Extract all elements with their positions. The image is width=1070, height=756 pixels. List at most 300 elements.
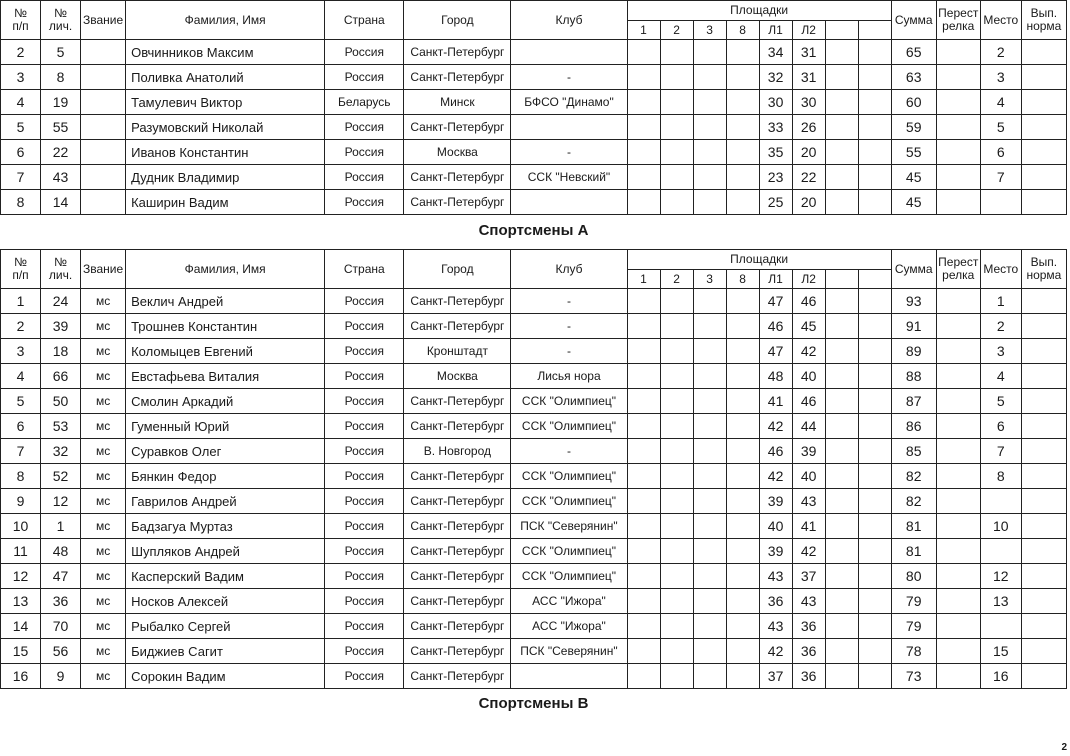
cell-norm xyxy=(1021,389,1066,414)
cell-licence-number: 70 xyxy=(41,614,81,639)
cell-place: 2 xyxy=(980,314,1021,339)
cell-venue-score: 25 xyxy=(759,190,792,215)
cell-shootoff xyxy=(936,364,980,389)
table-row xyxy=(1,339,1067,364)
cell-venue-score xyxy=(627,439,660,464)
cell-venue-score xyxy=(858,364,891,389)
cell-venue-score xyxy=(660,514,693,539)
cell-country: Россия xyxy=(325,289,404,314)
header-norm: Вып. норма xyxy=(1021,1,1066,40)
cell-club: АСС "Ижора" xyxy=(511,614,627,639)
cell-venue-score: 43 xyxy=(792,589,825,614)
table-row xyxy=(1,165,1067,190)
cell-place xyxy=(980,190,1021,215)
cell-rank: мс xyxy=(81,614,126,639)
cell-rank xyxy=(81,140,126,165)
cell-venue-score xyxy=(660,190,693,215)
cell-row-number: 6 xyxy=(1,140,41,165)
table-row xyxy=(1,40,1067,65)
cell-norm xyxy=(1021,314,1066,339)
cell-norm xyxy=(1021,115,1066,140)
cell-venue-score xyxy=(660,339,693,364)
cell-venue-score xyxy=(825,40,858,65)
cell-venue-score xyxy=(660,489,693,514)
cell-venue-score xyxy=(627,614,660,639)
header-country: Страна xyxy=(325,1,404,40)
results-table-group-a xyxy=(0,0,1067,215)
cell-sum: 88 xyxy=(891,364,936,389)
cell-city: Санкт-Петербург xyxy=(404,464,511,489)
cell-venue-score xyxy=(825,539,858,564)
cell-club: - xyxy=(511,314,627,339)
cell-venue-score xyxy=(726,614,759,639)
cell-city: Санкт-Петербург xyxy=(404,65,511,90)
header-venues: Площадки xyxy=(627,1,891,21)
cell-venue-score xyxy=(660,539,693,564)
header-venue-col: 3 xyxy=(693,270,726,289)
cell-venue-score xyxy=(858,40,891,65)
cell-venue-score xyxy=(693,190,726,215)
cell-city: Санкт-Петербург xyxy=(404,165,511,190)
cell-country: Россия xyxy=(325,664,404,689)
cell-venue-score xyxy=(693,439,726,464)
cell-shootoff xyxy=(936,90,980,115)
cell-venue-score xyxy=(858,439,891,464)
cell-name: Веклич Андрей xyxy=(126,289,325,314)
cell-venue-score xyxy=(627,464,660,489)
cell-venue-score xyxy=(726,514,759,539)
cell-venue-score xyxy=(726,464,759,489)
cell-venue-score xyxy=(726,190,759,215)
cell-sum: 55 xyxy=(891,140,936,165)
cell-venue-score: 32 xyxy=(759,65,792,90)
cell-club xyxy=(511,190,627,215)
table-row xyxy=(1,439,1067,464)
cell-name: Гаврилов Андрей xyxy=(126,489,325,514)
cell-place: 5 xyxy=(980,115,1021,140)
cell-club: - xyxy=(511,65,627,90)
cell-licence-number: 50 xyxy=(41,389,81,414)
cell-sum: 82 xyxy=(891,464,936,489)
cell-licence-number: 47 xyxy=(41,564,81,589)
cell-venue-score: 40 xyxy=(759,514,792,539)
cell-venue-score: 47 xyxy=(759,289,792,314)
cell-venue-score xyxy=(858,289,891,314)
cell-rank xyxy=(81,190,126,215)
cell-venue-score xyxy=(858,614,891,639)
cell-venue-score xyxy=(693,40,726,65)
cell-licence-number: 9 xyxy=(41,664,81,689)
cell-rank: мс xyxy=(81,539,126,564)
cell-place: 15 xyxy=(980,639,1021,664)
cell-venue-score xyxy=(726,314,759,339)
header-shootoff: Перест релка xyxy=(936,250,980,289)
cell-venue-score: 40 xyxy=(792,464,825,489)
cell-sum: 81 xyxy=(891,539,936,564)
cell-venue-score: 26 xyxy=(792,115,825,140)
cell-venue-score: 36 xyxy=(759,589,792,614)
table-header xyxy=(1,1,1067,40)
cell-city: Санкт-Петербург xyxy=(404,539,511,564)
cell-club xyxy=(511,664,627,689)
cell-venue-score xyxy=(660,639,693,664)
cell-norm xyxy=(1021,90,1066,115)
cell-licence-number: 55 xyxy=(41,115,81,140)
cell-venue-score xyxy=(825,165,858,190)
cell-venue-score xyxy=(693,589,726,614)
cell-venue-score xyxy=(825,464,858,489)
cell-venue-score: 36 xyxy=(792,664,825,689)
cell-licence-number: 36 xyxy=(41,589,81,614)
cell-licence-number: 56 xyxy=(41,639,81,664)
header-row-number: № п/п xyxy=(1,250,41,289)
cell-rank xyxy=(81,115,126,140)
cell-country: Россия xyxy=(325,40,404,65)
cell-licence-number: 12 xyxy=(41,489,81,514)
cell-venue-score: 47 xyxy=(759,339,792,364)
cell-place: 7 xyxy=(980,165,1021,190)
cell-sum: 60 xyxy=(891,90,936,115)
cell-shootoff xyxy=(936,614,980,639)
cell-venue-score xyxy=(726,339,759,364)
cell-city: Санкт-Петербург xyxy=(404,514,511,539)
cell-row-number: 8 xyxy=(1,190,41,215)
cell-licence-number: 5 xyxy=(41,40,81,65)
cell-venue-score xyxy=(660,364,693,389)
cell-name: Бадзагуа Муртаз xyxy=(126,514,325,539)
cell-rank: мс xyxy=(81,564,126,589)
page-number: 2 xyxy=(1061,742,1067,753)
cell-city: Санкт-Петербург xyxy=(404,190,511,215)
cell-club xyxy=(511,115,627,140)
cell-shootoff xyxy=(936,190,980,215)
cell-licence-number: 8 xyxy=(41,65,81,90)
cell-city: Санкт-Петербург xyxy=(404,589,511,614)
cell-country: Россия xyxy=(325,489,404,514)
header-venue-col: Л2 xyxy=(792,270,825,289)
cell-place: 3 xyxy=(980,65,1021,90)
cell-rank: мс xyxy=(81,514,126,539)
cell-venue-score: 36 xyxy=(792,614,825,639)
cell-sum: 65 xyxy=(891,40,936,65)
cell-rank xyxy=(81,165,126,190)
cell-club: ССК "Олимпиец" xyxy=(511,464,627,489)
cell-row-number: 5 xyxy=(1,389,41,414)
cell-rank: мс xyxy=(81,439,126,464)
cell-venue-score xyxy=(627,389,660,414)
cell-venue-score xyxy=(858,464,891,489)
cell-country: Россия xyxy=(325,589,404,614)
header-row xyxy=(1,250,1067,270)
table-row xyxy=(1,639,1067,664)
table-header xyxy=(1,250,1067,289)
cell-country: Россия xyxy=(325,389,404,414)
cell-venue-score xyxy=(660,564,693,589)
cell-country: Россия xyxy=(325,339,404,364)
cell-venue-score xyxy=(825,514,858,539)
header-city: Город xyxy=(404,250,511,289)
cell-club: - xyxy=(511,140,627,165)
cell-shootoff xyxy=(936,389,980,414)
cell-venue-score xyxy=(660,414,693,439)
cell-sum: 87 xyxy=(891,389,936,414)
header-rank: Звание xyxy=(81,250,126,289)
cell-venue-score xyxy=(825,289,858,314)
header-venue-col xyxy=(825,270,858,289)
cell-club: АСС "Ижора" xyxy=(511,589,627,614)
cell-sum: 59 xyxy=(891,115,936,140)
cell-shootoff xyxy=(936,589,980,614)
cell-norm xyxy=(1021,140,1066,165)
cell-rank: мс xyxy=(81,339,126,364)
cell-rank: мс xyxy=(81,289,126,314)
cell-row-number: 7 xyxy=(1,165,41,190)
cell-licence-number: 18 xyxy=(41,339,81,364)
cell-venue-score xyxy=(726,40,759,65)
cell-club: - xyxy=(511,289,627,314)
cell-club: ПСК "Северянин" xyxy=(511,514,627,539)
cell-venue-score xyxy=(825,314,858,339)
group-title-a: Спортсмены А xyxy=(478,222,589,239)
cell-venue-score xyxy=(858,514,891,539)
cell-name: Поливка Анатолий xyxy=(126,65,325,90)
cell-place: 4 xyxy=(980,364,1021,389)
group-title-b: Спортсмены В xyxy=(478,695,589,712)
cell-venue-score xyxy=(627,115,660,140)
cell-venue-score xyxy=(858,190,891,215)
table-row xyxy=(1,564,1067,589)
cell-venue-score xyxy=(627,90,660,115)
header-name: Фамилия, Имя xyxy=(126,1,325,40)
header-venue-col: 2 xyxy=(660,270,693,289)
cell-shootoff xyxy=(936,514,980,539)
cell-venue-score: 46 xyxy=(759,439,792,464)
cell-venue-score xyxy=(825,439,858,464)
cell-name: Сорокин Вадим xyxy=(126,664,325,689)
cell-venue-score: 22 xyxy=(792,165,825,190)
header-row-number: № п/п xyxy=(1,1,41,40)
cell-venue-score xyxy=(858,165,891,190)
cell-norm xyxy=(1021,639,1066,664)
cell-place: 3 xyxy=(980,339,1021,364)
cell-norm xyxy=(1021,464,1066,489)
cell-licence-number: 43 xyxy=(41,165,81,190)
cell-venue-score xyxy=(627,414,660,439)
header-shootoff: Перест релка xyxy=(936,1,980,40)
table-row xyxy=(1,90,1067,115)
cell-city: Санкт-Петербург xyxy=(404,564,511,589)
cell-rank: мс xyxy=(81,489,126,514)
cell-venue-score xyxy=(660,614,693,639)
cell-norm xyxy=(1021,614,1066,639)
cell-licence-number: 53 xyxy=(41,414,81,439)
cell-venue-score xyxy=(693,115,726,140)
cell-place: 10 xyxy=(980,514,1021,539)
cell-club: - xyxy=(511,439,627,464)
cell-norm xyxy=(1021,539,1066,564)
cell-country: Россия xyxy=(325,564,404,589)
cell-venue-score: 34 xyxy=(759,40,792,65)
cell-venue-score: 39 xyxy=(792,439,825,464)
cell-norm xyxy=(1021,40,1066,65)
cell-venue-score xyxy=(627,289,660,314)
cell-venue-score xyxy=(858,90,891,115)
cell-licence-number: 24 xyxy=(41,289,81,314)
cell-venue-score xyxy=(627,314,660,339)
cell-venue-score xyxy=(693,314,726,339)
header-club: Клуб xyxy=(511,250,627,289)
cell-venue-score xyxy=(627,539,660,564)
cell-rank xyxy=(81,40,126,65)
cell-row-number: 1 xyxy=(1,289,41,314)
cell-venue-score: 40 xyxy=(792,364,825,389)
cell-venue-score xyxy=(858,140,891,165)
header-rank: Звание xyxy=(81,1,126,40)
cell-venue-score xyxy=(693,339,726,364)
cell-venue-score: 46 xyxy=(792,289,825,314)
cell-venue-score: 23 xyxy=(759,165,792,190)
cell-norm xyxy=(1021,439,1066,464)
cell-venue-score xyxy=(858,65,891,90)
cell-row-number: 11 xyxy=(1,539,41,564)
cell-place: 8 xyxy=(980,464,1021,489)
cell-country: Россия xyxy=(325,464,404,489)
cell-city: Санкт-Петербург xyxy=(404,489,511,514)
table-row xyxy=(1,364,1067,389)
cell-shootoff xyxy=(936,439,980,464)
cell-club: БФСО "Динамо" xyxy=(511,90,627,115)
cell-venue-score xyxy=(858,389,891,414)
cell-venue-score xyxy=(660,40,693,65)
cell-name: Разумовский Николай xyxy=(126,115,325,140)
cell-venue-score xyxy=(627,165,660,190)
cell-sum: 80 xyxy=(891,564,936,589)
cell-sum: 81 xyxy=(891,514,936,539)
cell-name: Овчинников Максим xyxy=(126,40,325,65)
table-row xyxy=(1,140,1067,165)
table-row xyxy=(1,389,1067,414)
cell-venue-score xyxy=(726,140,759,165)
cell-venue-score xyxy=(693,165,726,190)
header-club: Клуб xyxy=(511,1,627,40)
cell-norm xyxy=(1021,65,1066,90)
cell-country: Россия xyxy=(325,190,404,215)
cell-venue-score: 20 xyxy=(792,190,825,215)
cell-city: Санкт-Петербург xyxy=(404,115,511,140)
cell-club: ССК "Олимпиец" xyxy=(511,539,627,564)
cell-country: Россия xyxy=(325,65,404,90)
cell-venue-score: 42 xyxy=(759,464,792,489)
header-venue-col: 1 xyxy=(627,270,660,289)
cell-venue-score: 37 xyxy=(759,664,792,689)
cell-row-number: 3 xyxy=(1,65,41,90)
cell-licence-number: 19 xyxy=(41,90,81,115)
cell-sum: 79 xyxy=(891,589,936,614)
cell-licence-number: 14 xyxy=(41,190,81,215)
cell-country: Беларусь xyxy=(325,90,404,115)
cell-norm xyxy=(1021,165,1066,190)
table-row xyxy=(1,539,1067,564)
cell-venue-score xyxy=(726,664,759,689)
cell-venue-score xyxy=(858,339,891,364)
cell-club: ССК "Олимпиец" xyxy=(511,564,627,589)
cell-rank: мс xyxy=(81,414,126,439)
cell-name: Иванов Константин xyxy=(126,140,325,165)
cell-row-number: 9 xyxy=(1,489,41,514)
cell-name: Рыбалко Сергей xyxy=(126,614,325,639)
cell-row-number: 13 xyxy=(1,589,41,614)
cell-venue-score xyxy=(825,589,858,614)
cell-venue-score xyxy=(693,614,726,639)
cell-venue-score xyxy=(858,489,891,514)
cell-row-number: 6 xyxy=(1,414,41,439)
cell-venue-score xyxy=(858,115,891,140)
cell-norm xyxy=(1021,190,1066,215)
cell-venue-score xyxy=(693,464,726,489)
cell-venue-score xyxy=(693,65,726,90)
cell-city: Минск xyxy=(404,90,511,115)
cell-venue-score: 20 xyxy=(792,140,825,165)
cell-name: Бянкин Федор xyxy=(126,464,325,489)
cell-club: ССК "Невский" xyxy=(511,165,627,190)
cell-venue-score xyxy=(627,664,660,689)
cell-city: Москва xyxy=(404,364,511,389)
cell-place xyxy=(980,614,1021,639)
cell-club xyxy=(511,40,627,65)
cell-licence-number: 48 xyxy=(41,539,81,564)
header-country: Страна xyxy=(325,250,404,289)
cell-row-number: 4 xyxy=(1,90,41,115)
cell-row-number: 2 xyxy=(1,314,41,339)
header-sum: Сумма xyxy=(891,250,936,289)
cell-shootoff xyxy=(936,489,980,514)
cell-venue-score xyxy=(858,539,891,564)
table-row xyxy=(1,314,1067,339)
header-venue-col: 8 xyxy=(726,270,759,289)
header-licence-number: № лич. xyxy=(41,250,81,289)
table-row xyxy=(1,514,1067,539)
header-place: Место xyxy=(980,1,1021,40)
cell-venue-score xyxy=(726,289,759,314)
cell-rank: мс xyxy=(81,314,126,339)
cell-sum: 45 xyxy=(891,190,936,215)
cell-place: 6 xyxy=(980,140,1021,165)
cell-venue-score xyxy=(726,389,759,414)
cell-place: 2 xyxy=(980,40,1021,65)
cell-venue-score xyxy=(825,414,858,439)
cell-venue-score xyxy=(627,339,660,364)
cell-venue-score xyxy=(660,314,693,339)
cell-norm xyxy=(1021,414,1066,439)
cell-row-number: 10 xyxy=(1,514,41,539)
header-venues: Площадки xyxy=(627,250,891,270)
cell-venue-score xyxy=(693,564,726,589)
cell-venue-score xyxy=(627,589,660,614)
cell-rank: мс xyxy=(81,664,126,689)
cell-shootoff xyxy=(936,140,980,165)
cell-name: Шупляков Андрей xyxy=(126,539,325,564)
cell-city: Санкт-Петербург xyxy=(404,314,511,339)
cell-rank: мс xyxy=(81,364,126,389)
header-venue-col: Л1 xyxy=(759,270,792,289)
cell-venue-score xyxy=(693,639,726,664)
cell-venue-score xyxy=(660,289,693,314)
cell-name: Касперский Вадим xyxy=(126,564,325,589)
cell-club: ССК "Олимпиец" xyxy=(511,414,627,439)
cell-name: Дудник Владимир xyxy=(126,165,325,190)
cell-venue-score xyxy=(627,489,660,514)
cell-venue-score xyxy=(693,90,726,115)
